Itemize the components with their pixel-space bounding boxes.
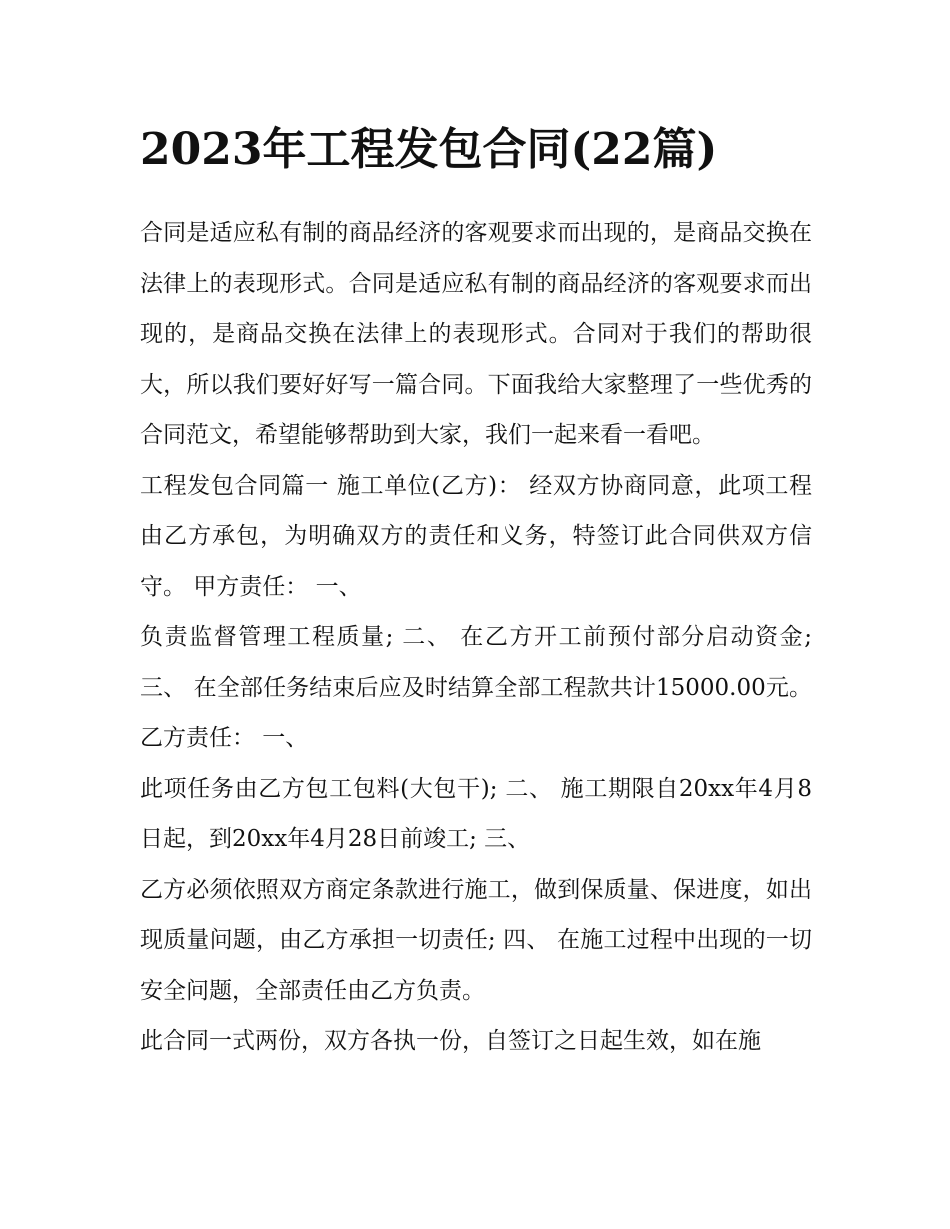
paragraph-contract-one: 工程发包合同篇一 施工单位(乙方)： 经双方协商同意，此项工程由乙方承包，为明确双方的责任和义务，特签订此合同供双方信守。 甲方责任： 一、 (140, 472, 812, 600)
document-title: 2023年工程发包合同(22篇) (140, 124, 718, 175)
paragraph-party-a-duties: 负责监督管理工程质量; 二、 在乙方开工前预付部分启动资金; 三、 在全部任务结束后应及时结算全部工程款共计15000.00元。 乙方责任： 一、 (140, 624, 812, 751)
document-body (140, 112, 812, 1067)
paragraph-party-b-terms: 此项任务由乙方包工包料(大包干); 二、 施工期限自20xx年4月8日起，到20xx年4月28日前竣工; 三、 (140, 775, 812, 852)
paragraph-party-b-obligations: 乙方必须依照双方商定条款进行施工，做到保质量、保进度，如出现质量问题，由乙方承担一切责任; 四、 在施工过程中出现的一切安全问题，全部责任由乙方负责。 (140, 876, 812, 1004)
paragraph-copies: 此合同一式两份，双方各执一份，自签订之日起生效，如在施 (140, 1028, 761, 1054)
paragraph-intro: 合同是适应私有制的商品经济的客观要求而出现的，是商品交换在法律上的表现形式。合同是适应私有制的商品经济的客观要求而出现的，是商品交换在法律上的表现形式。合同对于我们的帮助很大，所以我们要好好写一篇合同。下面我给大家整理了一些优秀的合同范文，希望能够帮助到大家，我们一起来看一看吧。 (140, 220, 812, 448)
